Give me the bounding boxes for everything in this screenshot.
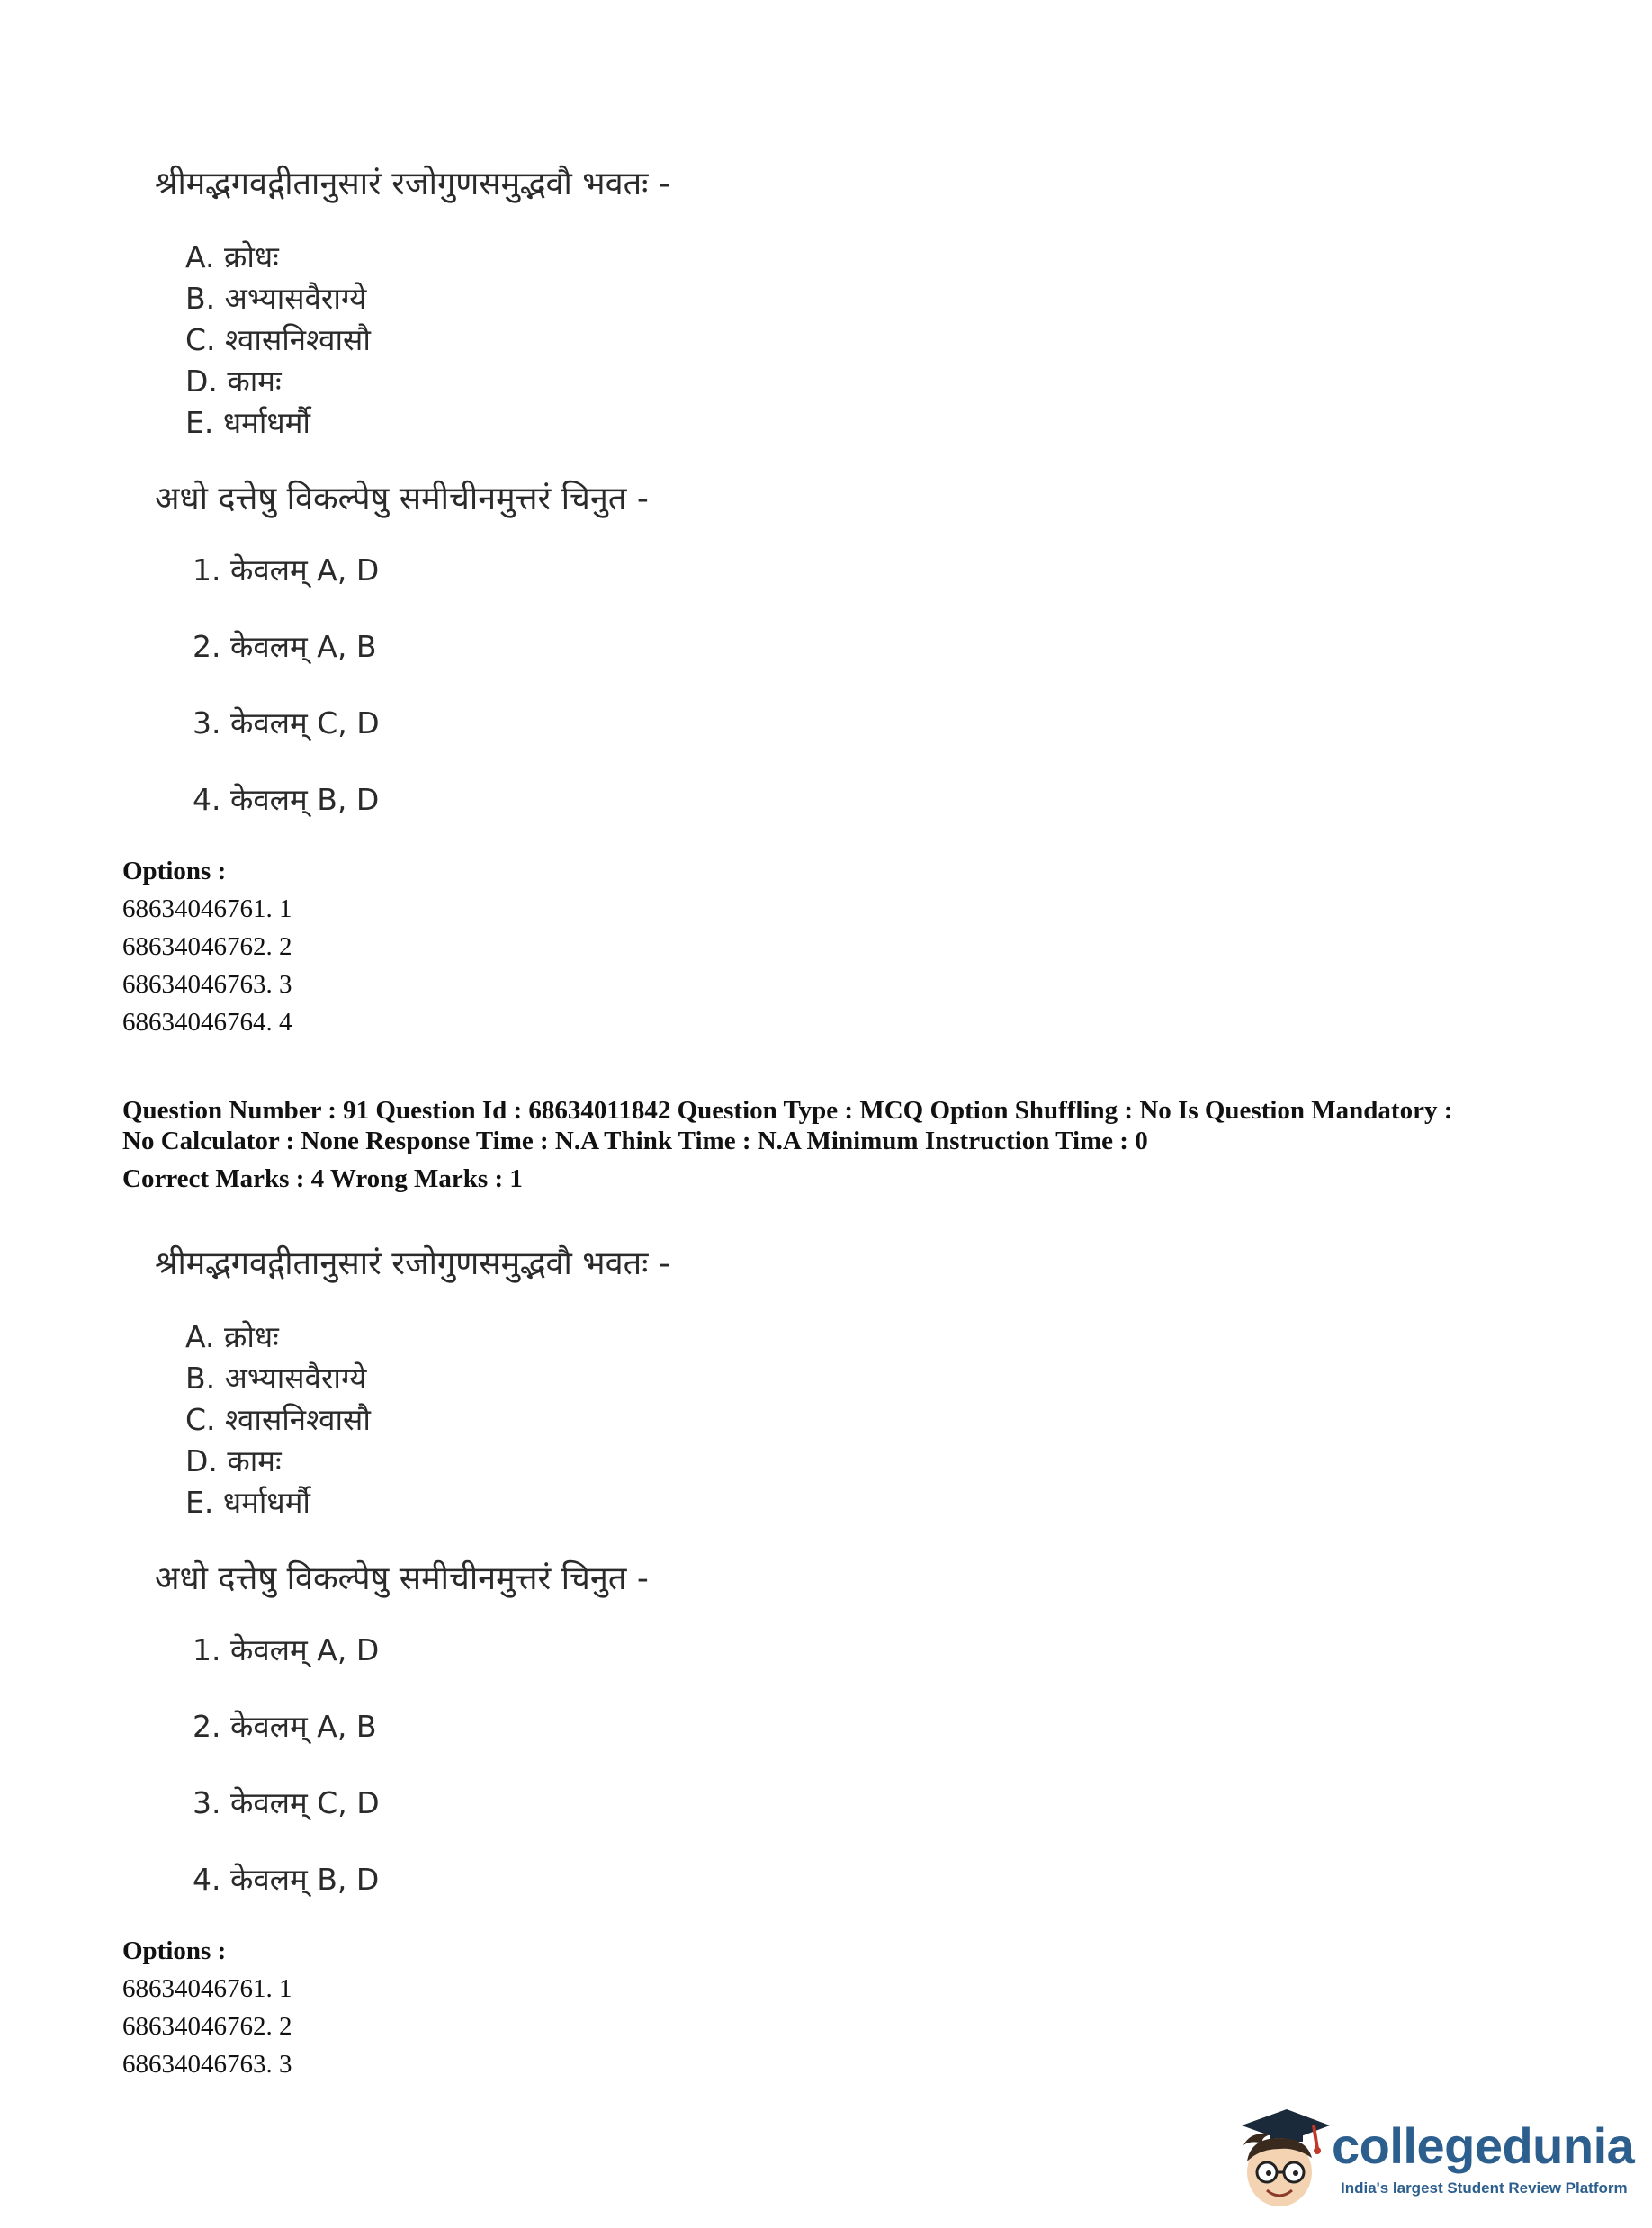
question-stem: श्रीमद्भगवद्गीतानुसारं रजोगुणसमुद्भवौ भवतः - [155, 166, 670, 202]
options-heading: Options : [122, 857, 227, 885]
choice-1: 1. केवलम् A, D [193, 1632, 380, 1667]
choice-1: 1. केवलम् A, D [193, 553, 380, 588]
choice-4: 4. केवलम् B, D [193, 782, 380, 817]
choice-2: 2. केवलम् A, B [193, 629, 377, 664]
mascot-icon [1224, 2098, 1332, 2215]
choice-4: 4. केवलम् B, D [193, 1862, 380, 1897]
question-instruction: अधो दत्तेषु विकल्पेषु समीचीनमुत्तरं चिनुत - [155, 1560, 649, 1597]
option-line: 68634046762. 2 [122, 932, 292, 961]
marks-line: Correct Marks : 4 Wrong Marks : 1 [122, 1164, 523, 1193]
statement-b: B. अभ्यासवैराग्ये [185, 281, 367, 316]
statement-d: D. कामः [185, 364, 282, 399]
statement-b: B. अभ्यासवैराग्ये [185, 1361, 367, 1396]
question-instruction: अधो दत्तेषु विकल्पेषु समीचीनमुत्तरं चिनुत - [155, 481, 649, 517]
option-line: 68634046763. 3 [122, 2050, 292, 2079]
statement-c: C. श्वासनिश्वासौ [185, 1402, 371, 1437]
logo-tagline: India's largest Student Review Platform [1341, 2179, 1628, 2197]
question-stem: श्रीमद्भगवद्गीतानुसारं रजोगुणसमुद्भवौ भवतः - [155, 1245, 670, 1282]
question-meta-line: No Calculator : None Response Time : N.A Think Time : N.A Minimum Instruction Time : 0 [122, 1127, 1148, 1155]
option-line: 68634046763. 3 [122, 970, 292, 999]
statement-e: E. धर्माधर्मौ [185, 1485, 310, 1520]
choice-2: 2. केवलम् A, B [193, 1709, 377, 1744]
statement-a: A. क्रोधः [185, 1319, 279, 1354]
option-line: 68634046764. 4 [122, 1008, 292, 1037]
choice-3: 3. केवलम् C, D [193, 1785, 380, 1820]
collegedunia-logo[interactable] [1224, 2098, 1638, 2215]
option-line: 68634046761. 1 [122, 894, 292, 923]
question-meta-line: Question Number : 91 Question Id : 68634011842 Question Type : MCQ Option Shuffling : No Is Question Mandatory : [122, 1096, 1453, 1125]
option-line: 68634046761. 1 [122, 1974, 292, 2003]
choice-3: 3. केवलम् C, D [193, 705, 380, 741]
statement-a: A. क्रोधः [185, 239, 279, 274]
statement-e: E. धर्माधर्मौ [185, 405, 310, 440]
option-line: 68634046762. 2 [122, 2012, 292, 2041]
logo-text: collegedunia [1332, 2117, 1635, 2174]
statement-d: D. कामः [185, 1443, 282, 1478]
options-heading: Options : [122, 1936, 227, 1965]
statement-c: C. श्वासनिश्वासौ [185, 322, 371, 357]
